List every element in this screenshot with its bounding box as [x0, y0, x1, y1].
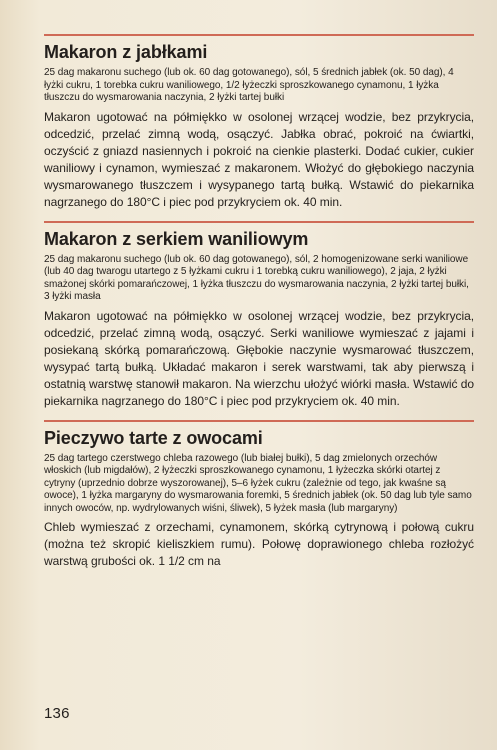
recipe-section-1: [44, 34, 474, 211]
section-divider: [44, 34, 474, 36]
recipe-section-2: [44, 221, 474, 410]
recipe-method: Chleb wymieszać z orzechami, cynamonem, skórką cytrynową i połową cukru (można też skropić kieliszkiem rumu). Połowę doprawionego chleba rozłożyć warstwą grubości ok. 1 1/2 cm na: [44, 520, 474, 568]
recipe-method: Makaron ugotować na półmiękko w osolonej wrzącej wodzie, bez przykrycia, odcedzić, przelać zimną wodą, osączyć. Jabłka obrać, pokroić na ćwiartki, oczyścić z gniazd nasiennych i pokroić na cienkie plasterki. Dodać cukier, cukier waniliowy i cynamon, wymieszać z makaronem. Włożyć do głębokiego naczynia wysmarowanego tłuszczem i wysypanego tartą bułką. Wstawić do piekarnika nagrzanego do 180°C i piec pod przykryciem ok. 40 min.: [44, 109, 474, 209]
recipe-method: Makaron ugotować na półmiękko w osolonej wrzącej wodzie, bez przykrycia, odcedzić, przelać zimną wodą, osączyć. Serki waniliowe wymieszać z jajami i posiekaną skórką pomarańczową. Głębokie naczynie wysmarować tłuszczem, wysypać tartą bułką. Układać makaron i serek warstwami, tak aby pierwszą i ostatnią warstwę stanowił makaron. Na wierzchu ułożyć wiórki masła. Wstawić do piekarnika nagrzanego do 180°C i piec pod przykryciem ok. 40 min.: [44, 308, 474, 408]
recipe-title: Pieczywo tarte z owocami: [44, 427, 263, 448]
section-divider: [44, 221, 474, 223]
recipe-ingredients: 25 dag tartego czerstwego chleba razowego (lub białej bułki), 5 dag zmielonych orzechów włoskich (lub migdałów), 2 łyżeczki sproszkowanego cynamonu, 1 łyżeczka skórki otartej z cytryny (uprzednio dobrze wyszorowanej), 5–6 łyżek cukru (zależnie od tego, jak kwaśne są owoce), 1 łyżka margaryny do wysmarowania foremki, 5 średnich jabłek (ok. 50 dag lub tyle samo innych owoców, np. wydrylowanych wiśni, śliwek), 5 łyżek masła (lub margaryny): [44, 452, 472, 514]
section-divider: [44, 420, 474, 422]
page-number: 136: [44, 705, 70, 722]
recipe-section-3: [44, 420, 474, 571]
recipe-ingredients: 25 dag makaronu suchego (lub ok. 60 dag gotowanego), sól, 2 homogenizowane serki waniliowe (lub 40 dag twarogu utartego z 5 łyżkami cukru i 1 torebką cukru waniliowego), 2 jaja, 2 łyżki smażonej skórki pomarańczowej, 1 łyżka tłuszczu do wysmarowania naczynia, 2 łyżki tartej bułki, 3 łyżki masła: [44, 253, 469, 302]
recipe-title: Makaron z serkiem waniliowym: [44, 228, 309, 249]
recipe-title: Makaron z jabłkami: [44, 42, 208, 62]
recipe-ingredients: 25 dag makaronu suchego (lub ok. 60 dag gotowanego), sól, 5 średnich jabłek (ok. 50 dag), 4 łyżki cukru, 1 torebka cukru waniliowego, 1/2 łyżeczki sproszkowanego cynamonu, 1 łyżka tłuszczu do wysmarowania naczynia, 2 łyżki tartej bułki: [44, 67, 454, 103]
page-content: [44, 34, 474, 580]
